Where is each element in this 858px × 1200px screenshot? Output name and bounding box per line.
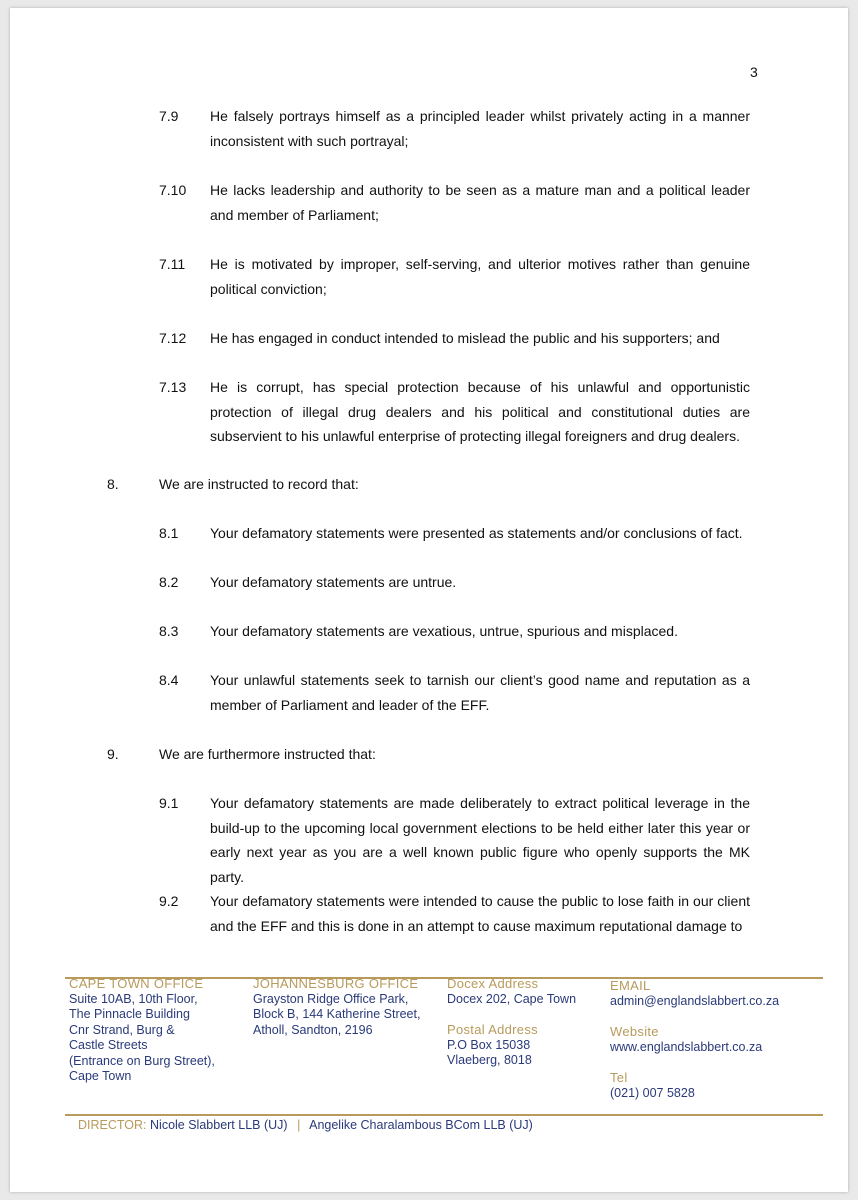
docex-value: Docex 202, Cape Town: [447, 991, 577, 1006]
email-link[interactable]: admin@englandslabbert.co.za: [610, 993, 780, 1008]
director-label: DIRECTOR:: [78, 1118, 147, 1132]
johannesburg-heading: JOHANNESBURG OFFICE: [253, 976, 419, 991]
directors-line: [78, 1118, 533, 1132]
item-text: Your defamatory statements were intended to cause the public to lose faith in our client and the EFF and this is done in an attempt to cause maximum reputational damage to: [210, 893, 750, 934]
address-line: (Entrance on Burg Street),: [69, 1053, 215, 1068]
address-line: Block B, 144 Katherine Street,: [253, 1007, 421, 1021]
item-text: Your defamatory statements are made deliberately to extract political leverage in the build-up to the upcoming local government elections to be held either later this year or early next year as you are a well known public figure who openly supports the MK party.: [210, 795, 750, 885]
item-number: 7.13: [159, 379, 187, 395]
item-number: 8.2: [159, 574, 179, 590]
item-number: 8.4: [159, 672, 179, 688]
address-line: Atholl, Sandton, 2196: [253, 1022, 373, 1037]
cape-town-heading: CAPE TOWN OFFICE: [69, 976, 204, 991]
item-number: 9.2: [159, 893, 179, 909]
item-text: He falsely portrays himself as a principled leader whilst privately acting in a manner inconsistent with such portrayal;: [210, 108, 750, 149]
contact-details: [610, 978, 820, 1101]
address-line: The Pinnacle Building: [69, 1007, 190, 1021]
item-number: 8.3: [159, 623, 179, 639]
paragraph-text: We are furthermore instructed that:: [159, 746, 376, 762]
tel-heading: Tel: [610, 1070, 628, 1085]
item-text: He has engaged in conduct intended to mislead the public and his supporters; and: [210, 330, 720, 346]
address-line: Castle Streets: [69, 1038, 148, 1052]
separator: |: [297, 1118, 301, 1132]
website-link[interactable]: www.englandslabbert.co.za: [610, 1039, 763, 1054]
item-text: Your defamatory statements were presented as statements and/or conclusions of fact.: [210, 525, 743, 541]
postal-heading: Postal Address: [447, 1022, 538, 1037]
footer-bottom-rule: [65, 1114, 823, 1116]
item-text: Your unlawful statements seek to tarnish our client’s good name and reputation as a member of Parliament and leader of the EFF.: [210, 672, 750, 713]
cape-town-office: [69, 976, 254, 1085]
website-heading: Website: [610, 1024, 659, 1039]
item-text: Your defamatory statements are vexatious, untrue, spurious and misplaced.: [210, 623, 678, 639]
tel-value: (021) 007 5828: [610, 1085, 695, 1100]
item-number: 7.10: [159, 182, 187, 198]
item-number: 8.1: [159, 525, 179, 541]
item-number: 9.1: [159, 795, 179, 811]
email-heading: EMAIL: [610, 978, 651, 993]
item-text: He is motivated by improper, self-serving, and ulterior motives rather than genuine political conviction;: [210, 256, 750, 297]
item-number: 7.11: [159, 256, 186, 272]
item-text: He lacks leadership and authority to be seen as a mature man and a political leader and member of Parliament;: [210, 182, 750, 223]
address-line: Cnr Strand, Burg &: [69, 1022, 175, 1037]
docex-postal: [447, 976, 607, 1069]
address-line: Cape Town: [69, 1069, 132, 1083]
docex-heading: Docex Address: [447, 976, 539, 991]
paragraph-number: 9.: [107, 746, 119, 762]
item-text: He is corrupt, has special protection because of his unlawful and opportunistic protection of illegal drug dealers and his political and constitutional duties are subservient to his unlawful enterprise of protecting illegal foreigners and drug dealers.: [210, 379, 750, 444]
page-number: 3: [750, 64, 758, 80]
director-name: Nicole Slabbert LLB (UJ): [150, 1118, 288, 1132]
document-page: [10, 8, 848, 1192]
paragraph-number: 8.: [107, 476, 119, 492]
postal-line: Vlaeberg, 8018: [447, 1053, 532, 1067]
address-line: Suite 10AB, 10th Floor,: [69, 991, 198, 1006]
address-line: Grayston Ridge Office Park,: [253, 991, 409, 1006]
director-name: Angelike Charalambous BCom LLB (UJ): [309, 1118, 533, 1132]
item-number: 7.12: [159, 330, 187, 346]
item-text: Your defamatory statements are untrue.: [210, 574, 457, 590]
item-number: 7.9: [159, 108, 179, 124]
paragraph-text: We are instructed to record that:: [159, 476, 359, 492]
johannesburg-office: [253, 976, 453, 1038]
postal-line: P.O Box 15038: [447, 1037, 531, 1052]
